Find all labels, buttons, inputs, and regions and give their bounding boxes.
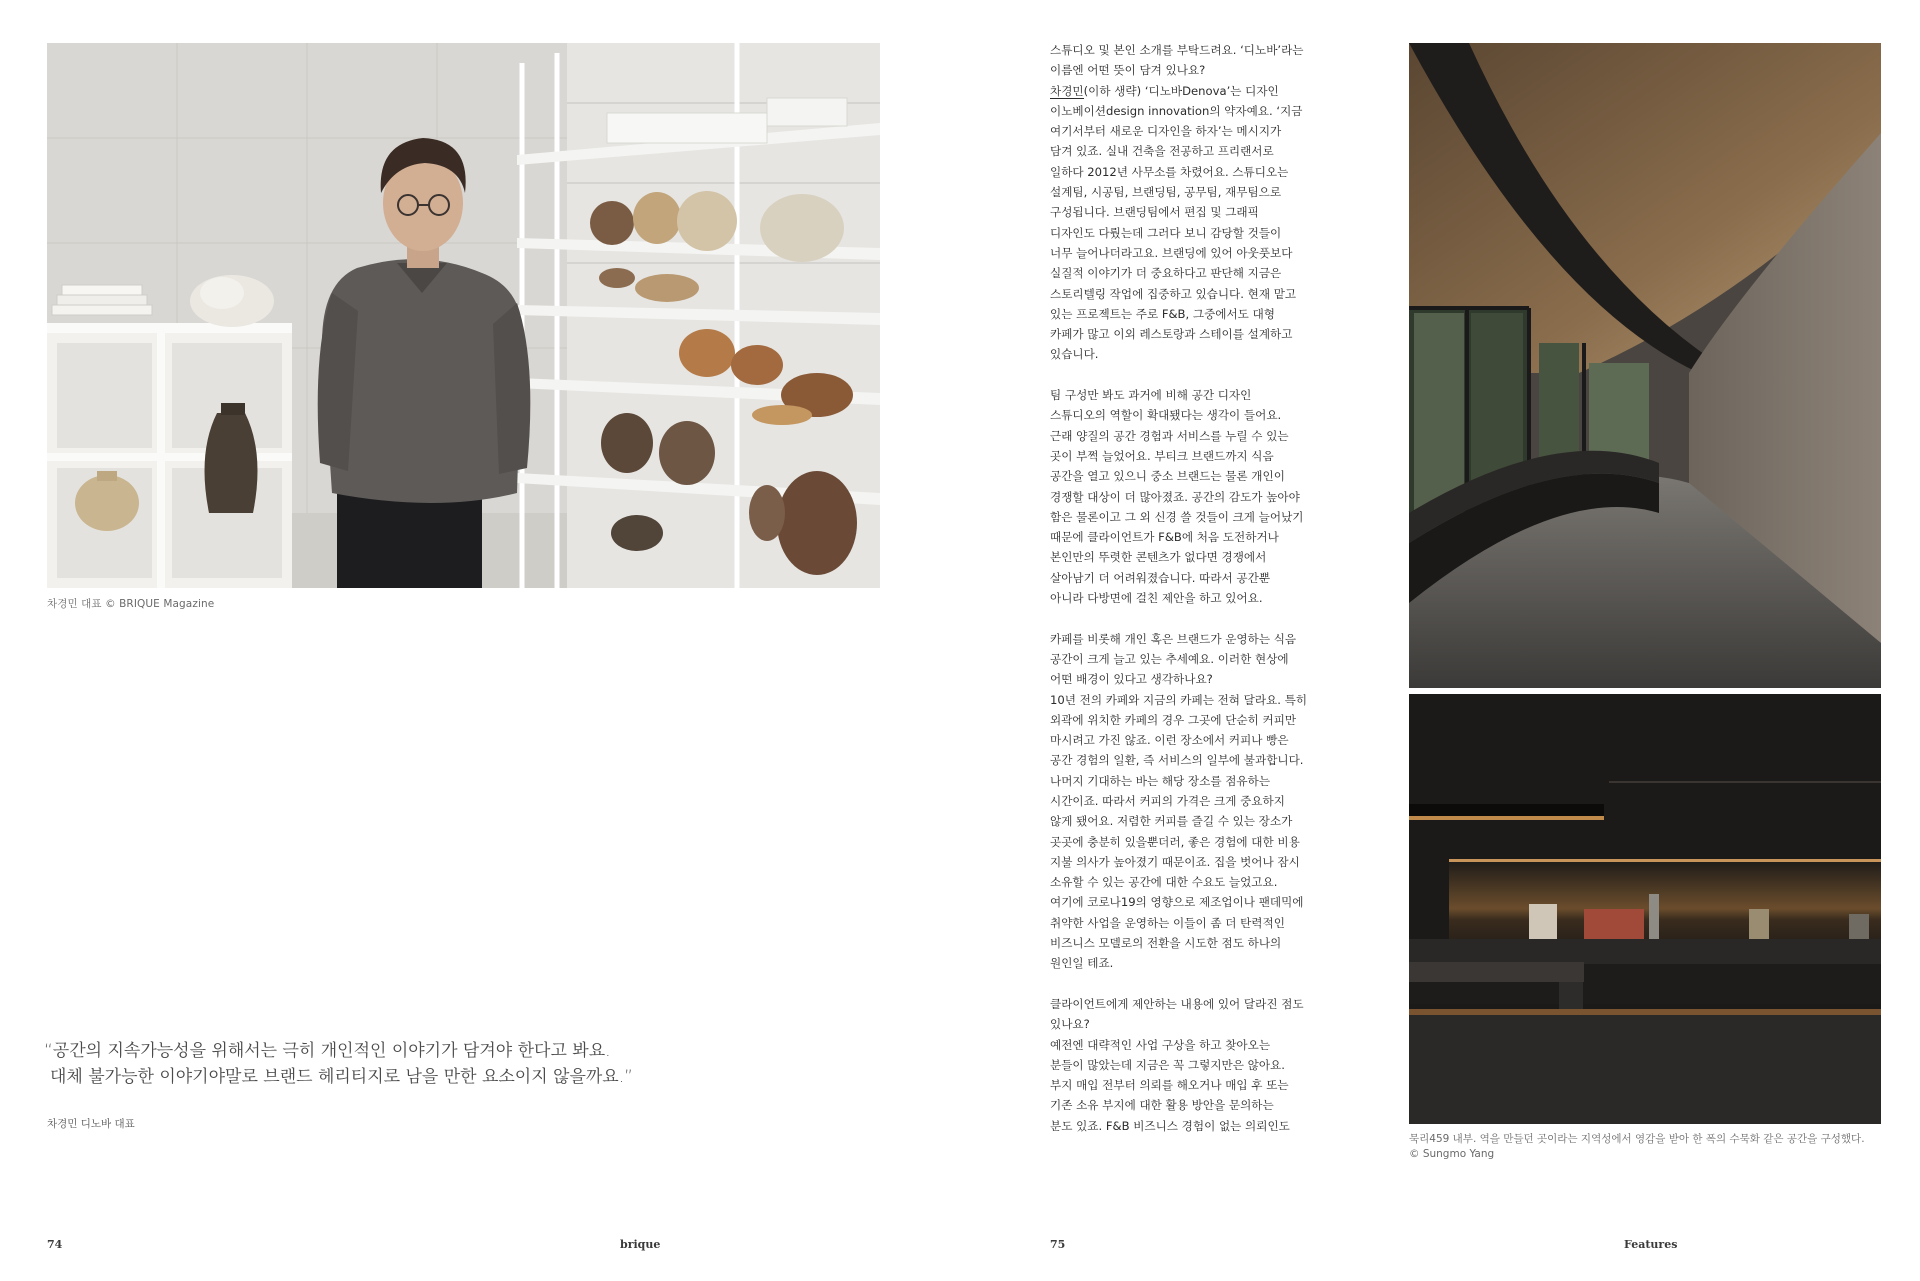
body-line: 마시려고 가진 않죠. 이런 장소에서 커피나 빵은 <box>1050 733 1289 748</box>
pull-quote-line: 대체 불가능한 이야기야말로 브랜드 헤리티지로 남을 만한 요소이지 않을까요.” <box>50 1067 633 1087</box>
body-line: 어떤 배경이 있다고 생각하나요? <box>1050 672 1213 687</box>
paragraph-gap <box>1050 365 1328 385</box>
answer-line: 너무 늘어나더라고요. 브랜딩에 있어 아웃풋보다 <box>1050 245 1293 260</box>
answer-line: 담겨 있죠. 실내 건축을 전공하고 프리랜서로 <box>1050 144 1274 159</box>
answer-line: 일하다 2012년 사무소를 차렸어요. 스튜디오는 <box>1050 164 1289 179</box>
pull-quote-line: “공간의 지속가능성을 위해서는 극히 개인적인 이야기가 담겨야 한다고 봐요. <box>44 1041 611 1061</box>
body-line: 시간이죠. 따라서 커피의 가격은 크게 중요하지 <box>1050 793 1285 808</box>
body-line: 지불 의사가 높아졌기 때문이죠. 집을 벗어나 잠시 <box>1050 854 1300 869</box>
answer-line: 있습니다. <box>1050 347 1099 362</box>
body-line: 10년 전의 카페와 지금의 카페는 전혀 달라요. 특히 <box>1050 692 1308 707</box>
body-line: 소유할 수 있는 공간에 대한 수요도 늘었고요. <box>1050 875 1278 890</box>
body-line: 여기에 코로나19의 영향으로 제조업이나 팬데믹에 <box>1050 895 1304 910</box>
body-line: 부지 매입 전부터 의뢰를 해오거나 매입 후 또는 <box>1050 1078 1289 1093</box>
interior-photo-corridor <box>1409 43 1881 688</box>
body-line: 클라이언트에게 제안하는 내용에 있어 달라진 점도 <box>1050 996 1304 1011</box>
paragraph-gap <box>1050 608 1328 628</box>
body-line: 공간 경험의 일환, 즉 서비스의 일부에 불과합니다. <box>1050 753 1304 768</box>
magazine-name: brique <box>620 1238 661 1251</box>
body-line: 나머지 기대하는 바는 해당 장소를 점유하는 <box>1050 773 1271 788</box>
body-line: 함은 물론이고 그 외 신경 쓸 것들이 크게 늘어났기 <box>1050 509 1304 524</box>
speaker-name: 차경민 <box>1050 83 1084 98</box>
portrait-photo <box>47 43 880 588</box>
body-line: 때문에 클라이언트가 F&B에 처음 도전하거나 <box>1050 530 1279 545</box>
interview-block-2 <box>1050 385 1328 608</box>
answer-text: (이하 생략) ‘디노바Denova’는 디자인 <box>1083 83 1279 98</box>
body-line: 예전엔 대략적인 사업 구상을 하고 찾아오는 <box>1050 1037 1271 1052</box>
answer-line: 이노베이션design innovation의 약자예요. ‘지금 <box>1050 103 1303 118</box>
interview-block-1 <box>1050 40 1328 365</box>
corridor-illustration <box>1409 43 1881 688</box>
body-line: 근래 양질의 공간 경험과 서비스를 누릴 수 있는 <box>1050 428 1289 443</box>
body-line: 본인만의 뚜렷한 콘텐츠가 없다면 경쟁에서 <box>1050 550 1267 565</box>
body-line: 기존 소유 부지에 대한 활용 방안을 문의하는 <box>1050 1098 1274 1113</box>
interview-block-3 <box>1050 629 1328 974</box>
answer-line: 카페가 많고 이외 레스토랑과 스테이를 설계하고 <box>1050 327 1293 342</box>
body-line: 있나요? <box>1050 1017 1090 1032</box>
body-line: 카페를 비롯해 개인 혹은 브랜드가 운영하는 식음 <box>1050 631 1297 646</box>
paragraph-gap <box>1050 974 1328 994</box>
interior-caption-line: 묵리459 내부. 역을 만들던 곳이라는 지역성에서 영감을 받아 한 폭의 수묵화 같은 공간을 구성했다. <box>1409 1133 1865 1145</box>
body-line: 원인일 테죠. <box>1050 956 1114 971</box>
answer-line: 실질적 이야기가 더 중요하다고 판단해 지금은 <box>1050 266 1282 281</box>
answer-line: 설계팀, 시공팀, 브랜딩팀, 공무팀, 재무팀으로 <box>1050 185 1282 200</box>
body-line: 아니라 다방면에 걸친 제안을 하고 있어요. <box>1050 591 1263 606</box>
interview-article <box>1050 40 1328 1136</box>
body-line: 비즈니스 모델로의 전환을 시도한 점도 하나의 <box>1050 936 1282 951</box>
answer-line <box>1050 81 1328 101</box>
body-line: 살아남기 더 어려워졌습니다. 따라서 공간뿐 <box>1050 570 1271 585</box>
body-line: 팀 구성만 봐도 과거에 비해 공간 디자인 <box>1050 388 1252 403</box>
body-line: 곳이 부쩍 늘었어요. 부티크 브랜드까지 식음 <box>1050 448 1274 463</box>
question-line: 스튜디오 및 본인 소개를 부탁드려요. ‘디노바’라는 <box>1050 43 1304 57</box>
body-line: 분들이 많았는데 지금은 꼭 그렇지만은 않아요. <box>1050 1057 1285 1072</box>
answer-line: 여기서부터 새로운 디자인을 하자’는 메시지가 <box>1050 124 1282 139</box>
body-line: 공간이 크게 늘고 있는 추세예요. 이러한 현상에 <box>1050 651 1289 666</box>
body-line: 분도 있죠. F&B 비즈니스 경험이 없는 의뢰인도 <box>1050 1118 1290 1133</box>
quote-attribution: 차경민 디노바 대표 <box>47 1118 135 1130</box>
interview-block-4 <box>1050 994 1328 1136</box>
body-line: 곳곳에 충분히 있을뿐더러, 좋은 경험에 대한 비용 <box>1050 834 1300 849</box>
section-name: Features <box>1624 1238 1678 1251</box>
body-line: 공간을 열고 있으니 중소 브랜드는 물론 개인이 <box>1050 469 1285 484</box>
body-line: 스튜디오의 역할이 확대됐다는 생각이 들어요. <box>1050 408 1282 423</box>
question-line: 이름엔 어떤 뜻이 담겨 있나요? <box>1050 63 1206 78</box>
answer-line: 구성됩니다. 브랜딩팀에서 편집 및 그래픽 <box>1050 205 1259 220</box>
portrait-illustration <box>47 43 880 588</box>
pull-quote <box>44 1038 804 1090</box>
page-number-right: 75 <box>1050 1238 1066 1251</box>
body-line: 않게 됐어요. 저렴한 커피를 즐길 수 있는 장소가 <box>1050 814 1293 829</box>
answer-line: 있는 프로젝트는 주로 F&B, 그중에서도 대형 <box>1050 306 1275 321</box>
body-line: 외곽에 위치한 카페의 경우 그곳에 단순히 커피만 <box>1050 712 1297 727</box>
counter-illustration <box>1409 694 1881 1124</box>
interior-caption <box>1409 1132 1865 1162</box>
portrait-caption: 차경민 대표 © BRIQUE Magazine <box>47 598 215 610</box>
page-number-left: 74 <box>47 1238 63 1251</box>
answer-line: 스토리텔링 작업에 집중하고 있습니다. 현재 맡고 <box>1050 286 1297 301</box>
answer-line: 디자인도 다뤘는데 그러다 보니 감당할 것들이 <box>1050 225 1282 240</box>
photo-credit: © Sungmo Yang <box>1409 1148 1495 1160</box>
interior-photo-counter <box>1409 694 1881 1124</box>
body-line: 취약한 사업을 운영하는 이들이 좀 더 탄력적인 <box>1050 915 1285 930</box>
body-line: 경쟁할 대상이 더 많아졌죠. 공간의 감도가 높아야 <box>1050 489 1300 504</box>
